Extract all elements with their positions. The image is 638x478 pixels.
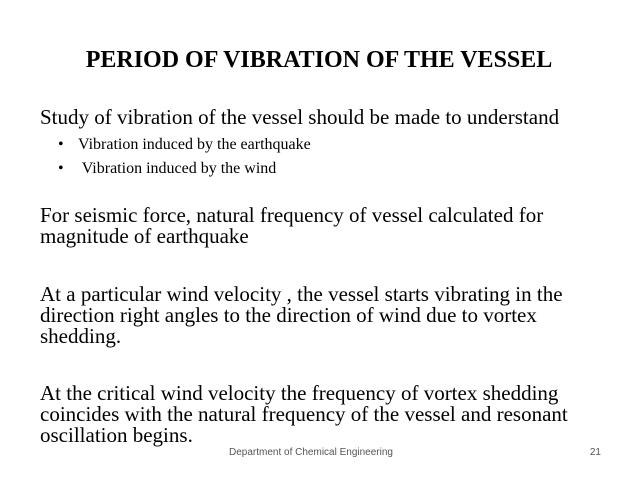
page-number: 21 — [589, 447, 601, 458]
paragraph-critical-velocity: At the critical wind velocity the frequency of vortex shedding coincides with the natural frequency of the vessel and resonant oscillation begins. — [40, 381, 568, 447]
bullet-text: Vibration induced by the earthquake — [78, 136, 311, 153]
paragraph-seismic: For seismic force, natural frequency of vessel calculated for magnitude of earthquake — [40, 203, 544, 248]
list-item — [58, 133, 311, 157]
footer-department: Department of Chemical Engineering — [229, 447, 393, 458]
slide-title: PERIOD OF VIBRATION OF THE VESSEL — [85, 47, 553, 73]
list-item — [58, 157, 311, 181]
bullet-icon: • — [58, 136, 64, 153]
intro-text: Study of vibration of the vessel should be made to understand — [40, 105, 560, 129]
paragraph-wind-velocity: At a particular wind velocity , the vessel starts vibrating in the direction right angles to the direction of wind due to vortex shedding. — [40, 282, 563, 348]
bullet-list — [58, 133, 311, 181]
bullet-text: Vibration induced by the wind — [78, 160, 277, 177]
bullet-icon: • — [58, 160, 64, 177]
